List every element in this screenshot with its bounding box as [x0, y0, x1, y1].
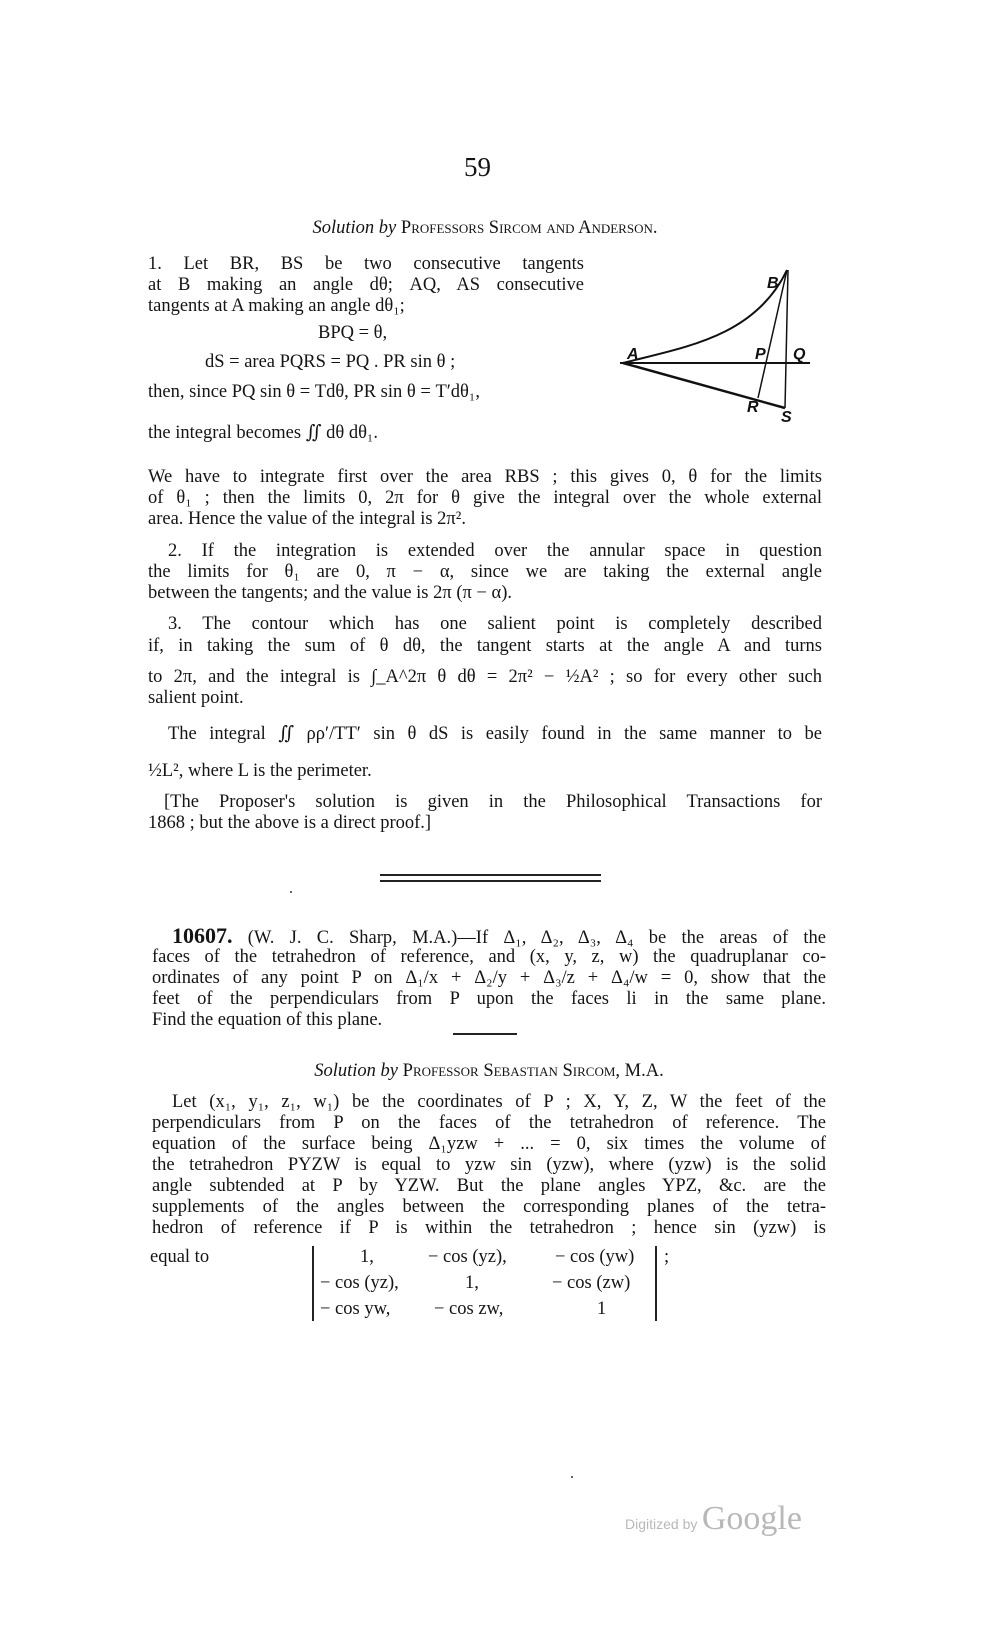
- google-logo: Google: [701, 1500, 802, 1537]
- text-line: perpendiculars from P on the faces of the tetrahedron of reference. The: [152, 1113, 826, 1133]
- solution-heading: [148, 217, 822, 239]
- text-line: the tetrahedron PYZW is equal to yzw sin (yzw), where (yzw) is the solid: [152, 1155, 826, 1175]
- text-line: Find the equation of this plane.: [152, 1010, 383, 1030]
- solution2-heading: [152, 1060, 826, 1082]
- text-line: then, since PQ sin θ = Tdθ, PR sin θ = T′dθ₁,: [148, 382, 480, 402]
- label-p: P: [755, 346, 766, 363]
- text-line: to 2π, and the integral is ∫_A^2π θ dθ = 2π² − ½A² ; so for every other such: [148, 667, 822, 687]
- text-line: [The Proposer's solution is given in the Philosophical Transactions for: [164, 792, 822, 812]
- text-line: hedron of reference if P is within the tetrahedron ; hence sin (yzw) is: [152, 1218, 826, 1238]
- matrix-cell: − cos (yz),: [320, 1273, 399, 1293]
- label-q: Q: [793, 346, 806, 363]
- text-line: equation of the surface being Δ₁yzw + ... = 0, six times the volume of: [152, 1134, 826, 1154]
- matrix-cell: 1,: [465, 1273, 479, 1293]
- matrix-cell: − cos (zw): [552, 1273, 631, 1293]
- text-line: 3. The contour which has one salient point is completely described: [168, 614, 822, 634]
- text-line: 1. Let BR, BS be two consecutive tangents: [148, 254, 584, 274]
- text-line: of θ₁ ; then the limits 0, 2π for θ give the integral over the whole external: [148, 488, 822, 508]
- text-line: the integral becomes ∬ dθ dθ₁.: [148, 423, 379, 443]
- question-text: (W. J. C. Sharp, M.A.)—If Δ₁, Δ₂, Δ₃, Δ₄ be the areas of the: [247, 928, 826, 948]
- section-divider-top: [380, 874, 601, 876]
- text-line: 2. If the integration is extended over the annular space in question: [168, 541, 822, 561]
- solution-heading-italic: Solution by: [312, 218, 397, 238]
- determinant-left-bar: [312, 1246, 314, 1321]
- label-b: B: [767, 275, 779, 292]
- text-line: ordinates of any point P on Δ₁/x + Δ₂/y + Δ₃/z + Δ₄/w = 0, show that the: [152, 968, 826, 988]
- text-line: if, in taking the sum of θ dθ, the tangent starts at the angle A and turns: [148, 636, 822, 656]
- text-line: We have to integrate first over the area RBS ; this gives 0, θ for the limits: [148, 467, 822, 487]
- text-line: tangents at A making an angle dθ₁;: [148, 296, 405, 316]
- label-a: A: [627, 346, 639, 363]
- solution2-heading-author: Professor Sebastian Sircom, M.A.: [402, 1061, 664, 1081]
- text-line: supplements of the angles between the corresponding planes of the tetra-: [152, 1197, 826, 1217]
- solution-heading-authors: Professors Sircom and Anderson.: [400, 218, 658, 238]
- matrix-cell: 1,: [360, 1247, 374, 1267]
- section-divider-bottom: [380, 880, 601, 882]
- text-line: 1868 ; but the above is a direct proof.]: [148, 813, 432, 833]
- solution2-heading-italic: Solution by: [314, 1061, 399, 1081]
- speck: [571, 1476, 573, 1478]
- determinant-semicolon: ;: [664, 1247, 670, 1267]
- question-number: 10607.: [172, 923, 233, 948]
- matrix-cell: 1: [597, 1299, 607, 1319]
- text-line: Let (x₁, y₁, z₁, w₁) be the coordinates of P ; X, Y, Z, W the feet of the: [172, 1092, 826, 1112]
- matrix-cell: − cos (yz),: [428, 1247, 507, 1267]
- text-line: angle subtended at P by YZW. But the plane angles YPZ, &c. are the: [152, 1176, 826, 1196]
- tangent-diagram: [615, 262, 815, 432]
- label-r: R: [747, 399, 759, 416]
- short-rule: [453, 1033, 517, 1035]
- matrix-cell: − cos zw,: [434, 1299, 504, 1319]
- text-line: feet of the perpendiculars from P upon the faces li in the same plane.: [152, 989, 826, 1009]
- text-line: salient point.: [148, 688, 244, 708]
- text-line: faces of the tetrahedron of reference, and (x, y, z, w) the quadruplanar co-: [152, 947, 826, 967]
- watermark-prefix: Digitized by: [625, 1516, 698, 1532]
- determinant-right-bar: [655, 1246, 657, 1321]
- matrix-cell: − cos (yw): [555, 1247, 635, 1267]
- line-bs: [785, 270, 788, 408]
- equal-to-label: equal to: [150, 1247, 210, 1267]
- label-s: S: [781, 409, 792, 426]
- speck: [290, 891, 292, 893]
- page-number: 59: [464, 152, 491, 182]
- text-line: The integral ∬ ρρ′/TT′ sin θ dS is easily found in the same manner to be: [168, 724, 822, 744]
- text-line: at B making an angle dθ; AQ, AS consecutive: [148, 275, 584, 295]
- equation: dS = area PQRS = PQ . PR sin θ ;: [205, 352, 456, 372]
- text-line: the limits for θ₁ are 0, π − α, since we are taking the external angle: [148, 562, 822, 582]
- text-line: ½L², where L is the perimeter.: [148, 761, 372, 781]
- text-line: area. Hence the value of the integral is 2π².: [148, 509, 466, 529]
- text-line: between the tangents; and the value is 2π (π − α).: [148, 583, 512, 603]
- digitized-by-google-watermark: [625, 1500, 802, 1538]
- matrix-cell: − cos yw,: [320, 1299, 391, 1319]
- equation: BPQ = θ,: [318, 323, 388, 343]
